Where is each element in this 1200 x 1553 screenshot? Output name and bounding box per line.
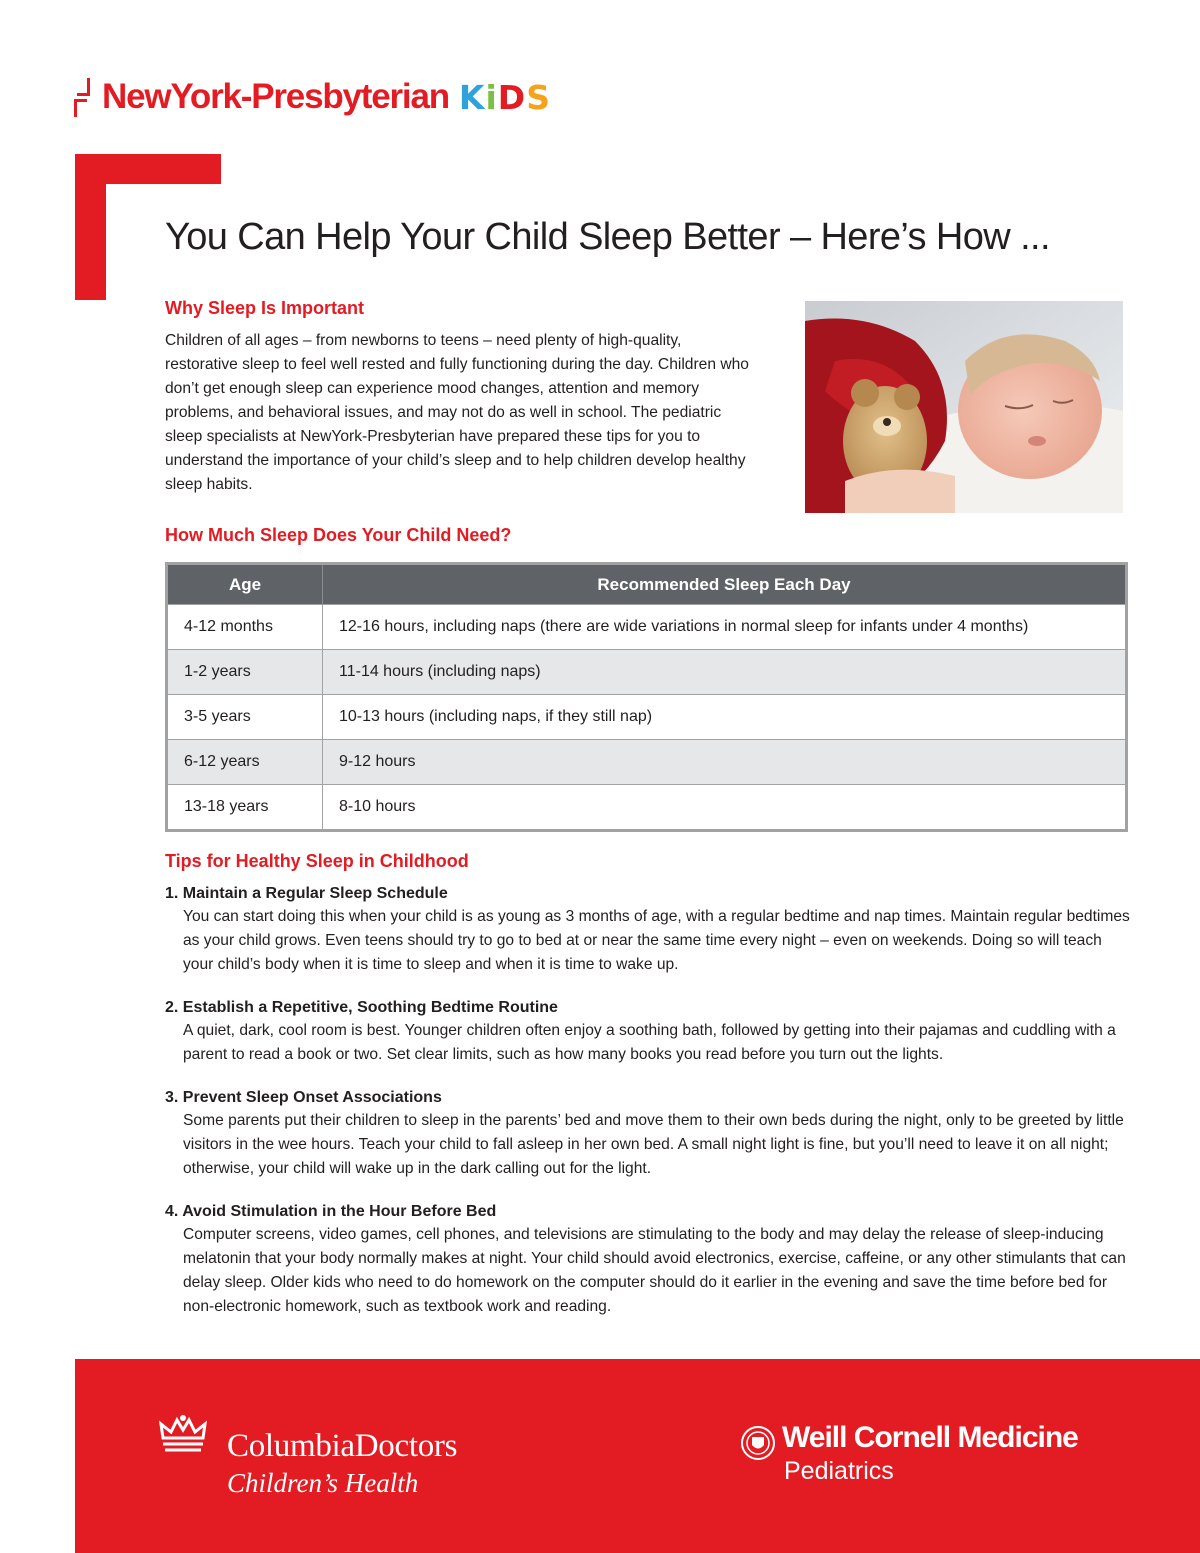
nyp-logo-icon [74, 75, 96, 119]
sleep-needed-heading: How Much Sleep Does Your Child Need? [165, 525, 512, 545]
table-row [167, 650, 1127, 695]
kids-letter-d: D [497, 77, 527, 117]
nyp-kids-logo [74, 72, 551, 122]
why-sleep-heading: Why Sleep Is Important [165, 298, 365, 318]
list-item [165, 883, 1130, 977]
age-cell: 3-5 years [167, 695, 323, 740]
age-cell: 4-12 months [167, 605, 323, 650]
sleep-cell: 11-14 hours (including naps) [323, 650, 1127, 695]
table-row [167, 740, 1127, 785]
table-row [167, 695, 1127, 740]
tips-list [165, 883, 1130, 1339]
sleep-cell: 10-13 hours (including naps, if they still nap) [323, 695, 1127, 740]
weill-cornell-seal-icon [740, 1425, 776, 1461]
columbia-doctors-sub: Children’s Health [227, 1468, 419, 1498]
tip-title: 4. Avoid Stimulation in the Hour Before Bed [165, 1203, 497, 1220]
tip-body: You can start doing this when your child is as young as 3 months of age, with a regular bedtime and nap times. Maintain regular bedtimes as your child grows. Even teens should try to go to bed at or near the same time every night – even on weekends. Doing so will teach your child’s body when it is time to sleep and when it is time to wake up. [183, 908, 1130, 973]
kids-letter-i: i [485, 77, 498, 117]
age-cell: 1-2 years [167, 650, 323, 695]
sleep-cell: 12-16 hours, including naps (there are wide variations in normal sleep for infants under 4 months) [323, 605, 1127, 650]
list-item [165, 1201, 1130, 1319]
age-cell: 13-18 years [167, 785, 323, 831]
crown-icon [157, 1414, 209, 1456]
brand-name: NewYork-Presbyterian [102, 77, 449, 116]
sleep-table [165, 562, 1128, 832]
list-item [165, 997, 1130, 1067]
weill-cornell-name: Weill Cornell Medicine [782, 1421, 1078, 1454]
page-title: You Can Help Your Child Sleep Better – Here’s How ... [165, 216, 1050, 258]
column-header-sleep: Recommended Sleep Each Day [323, 564, 1127, 605]
columbia-doctors-name: ColumbiaDoctors [227, 1428, 458, 1464]
kids-letter-k: K [458, 77, 486, 117]
tips-heading: Tips for Healthy Sleep in Childhood [165, 851, 469, 871]
tip-body: Some parents put their children to sleep in the parents’ bed and move them to their own beds during the night, only to be greeted by little visitors in the wee hours. Teach your child to fall asleep in her own bed. A small night light is fine, but you’ll need to leave it on all night; otherwise, your child will wake up in the dark calling out for the light. [183, 1112, 1124, 1177]
tip-title: 3. Prevent Sleep Onset Associations [165, 1089, 442, 1106]
age-cell: 6-12 years [167, 740, 323, 785]
weill-cornell-sub: Pediatrics [784, 1457, 894, 1485]
corner-bracket-side [75, 154, 106, 300]
column-header-age: Age [167, 564, 323, 605]
table-header-row [167, 564, 1127, 605]
table-row [167, 785, 1127, 831]
tip-title: 1. Maintain a Regular Sleep Schedule [165, 885, 448, 902]
tip-title: 2. Establish a Repetitive, Soothing Bedtime Routine [165, 999, 558, 1016]
sleep-cell: 8-10 hours [323, 785, 1127, 831]
list-item [165, 1087, 1130, 1181]
table-row [167, 605, 1127, 650]
brand-kids [459, 78, 551, 117]
sleep-cell: 9-12 hours [323, 740, 1127, 785]
sleeping-child-photo [805, 301, 1123, 513]
tip-body: Computer screens, video games, cell phones, and televisions are stimulating to the body and may delay the release of sleep-inducing melatonin that your body normally makes at night. Your child should avoid electronics, exercise, caffeine, or any other stimulants that can delay sleep. Older kids who need to do homework on the computer should do it earlier in the evening and save the time before bed for non-electronic homework, such as textbook work and reading. [183, 1226, 1126, 1315]
kids-letter-s: S [526, 77, 551, 117]
footer-band [75, 1359, 1200, 1553]
tip-body: A quiet, dark, cool room is best. Younger children often enjoy a soothing bath, followed by getting into their pajamas and cuddling with a parent to read a book or two. Set clear limits, such as how many books you read before you turn out the lights. [183, 1022, 1116, 1063]
why-sleep-body: Children of all ages – from newborns to teens – need plenty of high-quality, restorative sleep to feel well rested and fully functioning during the day. Children who don’t get enough sleep can experience mood changes, attention and memory problems, and behavioral issues, and may not do as well in school. The pediatric sleep specialists at NewYork-Presbyterian have prepared these tips for you to understand the importance of your child’s sleep and to help children develop healthy sleep habits. [165, 332, 749, 493]
